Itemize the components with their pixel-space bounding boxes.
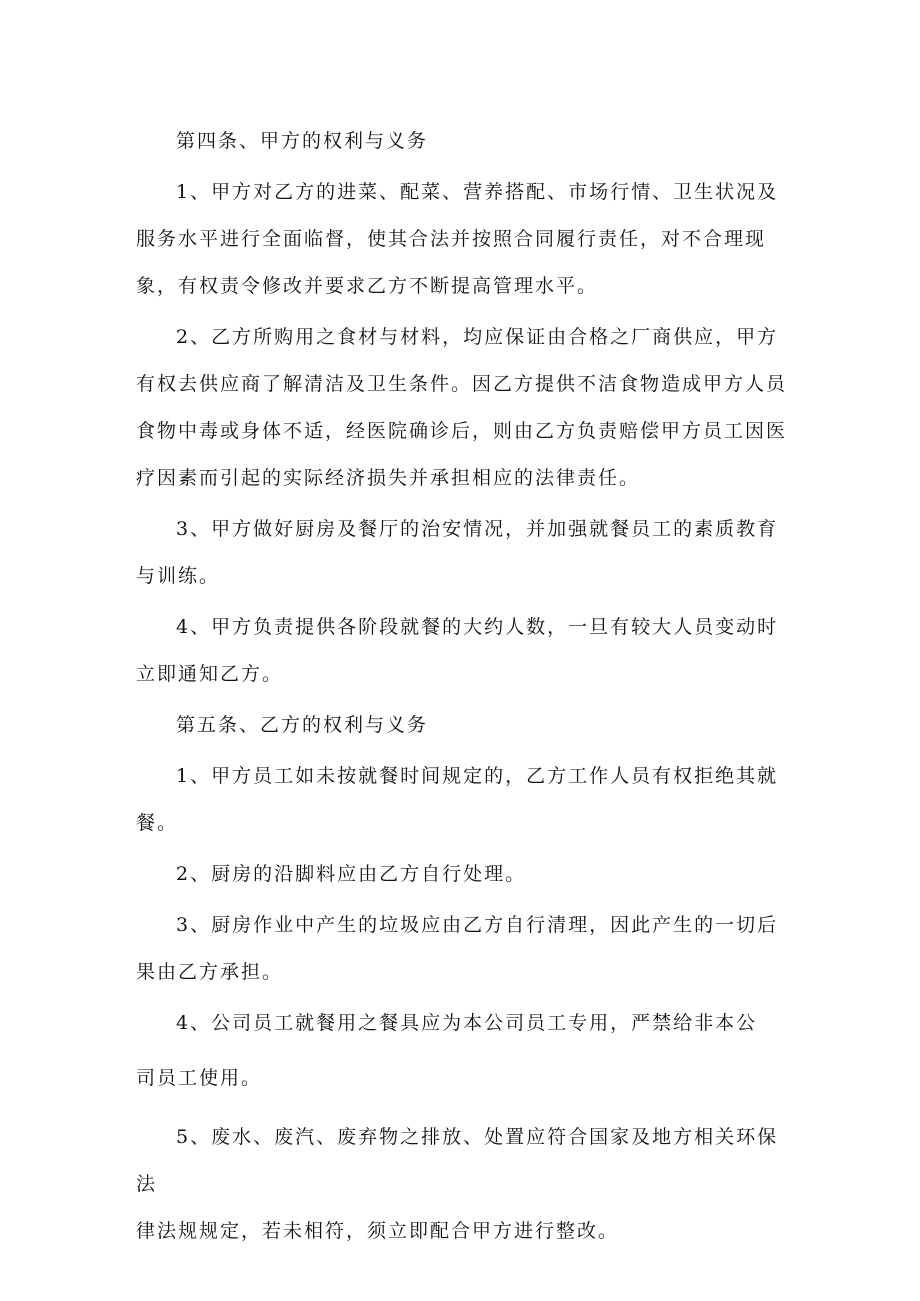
section-5-item-1: 1、甲方员工如未按就餐时间规定的，乙方工作人员有权拒绝其就餐。: [136, 765, 779, 834]
section-5-item-4-line-1: 4、公司员工就餐用之餐具应为本公司员工专用，严禁给非本公: [176, 1012, 758, 1034]
section-5-item-3: 3、厨房作业中产生的垃圾应由乙方自行清理，因此产生的一切后果由乙方承担。: [136, 914, 779, 983]
section-5-item-5-line-1: 5、废水、废汽、废弃物之排放、处置应符合国家及地方相关环保法: [136, 1126, 779, 1195]
section-4-item-4: 4、甲方负责提供各阶段就餐的大约人数，一旦有较大人员变动时立即通知乙方。: [136, 616, 779, 685]
section-4-item-3: 3、甲方做好厨房及餐厅的治安情况，并加强就餐员工的素质教育与训练。: [136, 518, 779, 587]
section-4-item-2: 2、乙方所购用之食材与材料，均应保证由合格之厂商供应，甲方有权去供应商了解清洁及卫生条件。因乙方提供不洁食物造成甲方人员食物中毒或身体不适，经医院确诊后，则由乙方负责赔偿甲方员工因医疗因素而引起的实际经济损失并承担相应的法律责任。: [136, 326, 788, 489]
section-5-item-5-line-2: 律法规规定，若未相符，须立即配合甲方进行整改。: [136, 1220, 620, 1242]
section-5-item-2: 2、厨房的沿脚料应由乙方自行处理。: [176, 863, 527, 885]
section-5-item-4-line-2: 司员工使用。: [136, 1067, 263, 1089]
section-4-title: 第四条、甲方的权利与义务: [176, 130, 429, 152]
section-5-title: 第五条、乙方的权利与义务: [176, 714, 429, 736]
section-4-item-1: 1、甲方对乙方的进菜、配菜、营养搭配、市场行情、卫生状况及服务水平进行全面临督，使其合法并按照合同履行责任，对不合理现象，有权责令修改并要求乙方不断提高管理水平。: [136, 181, 779, 297]
